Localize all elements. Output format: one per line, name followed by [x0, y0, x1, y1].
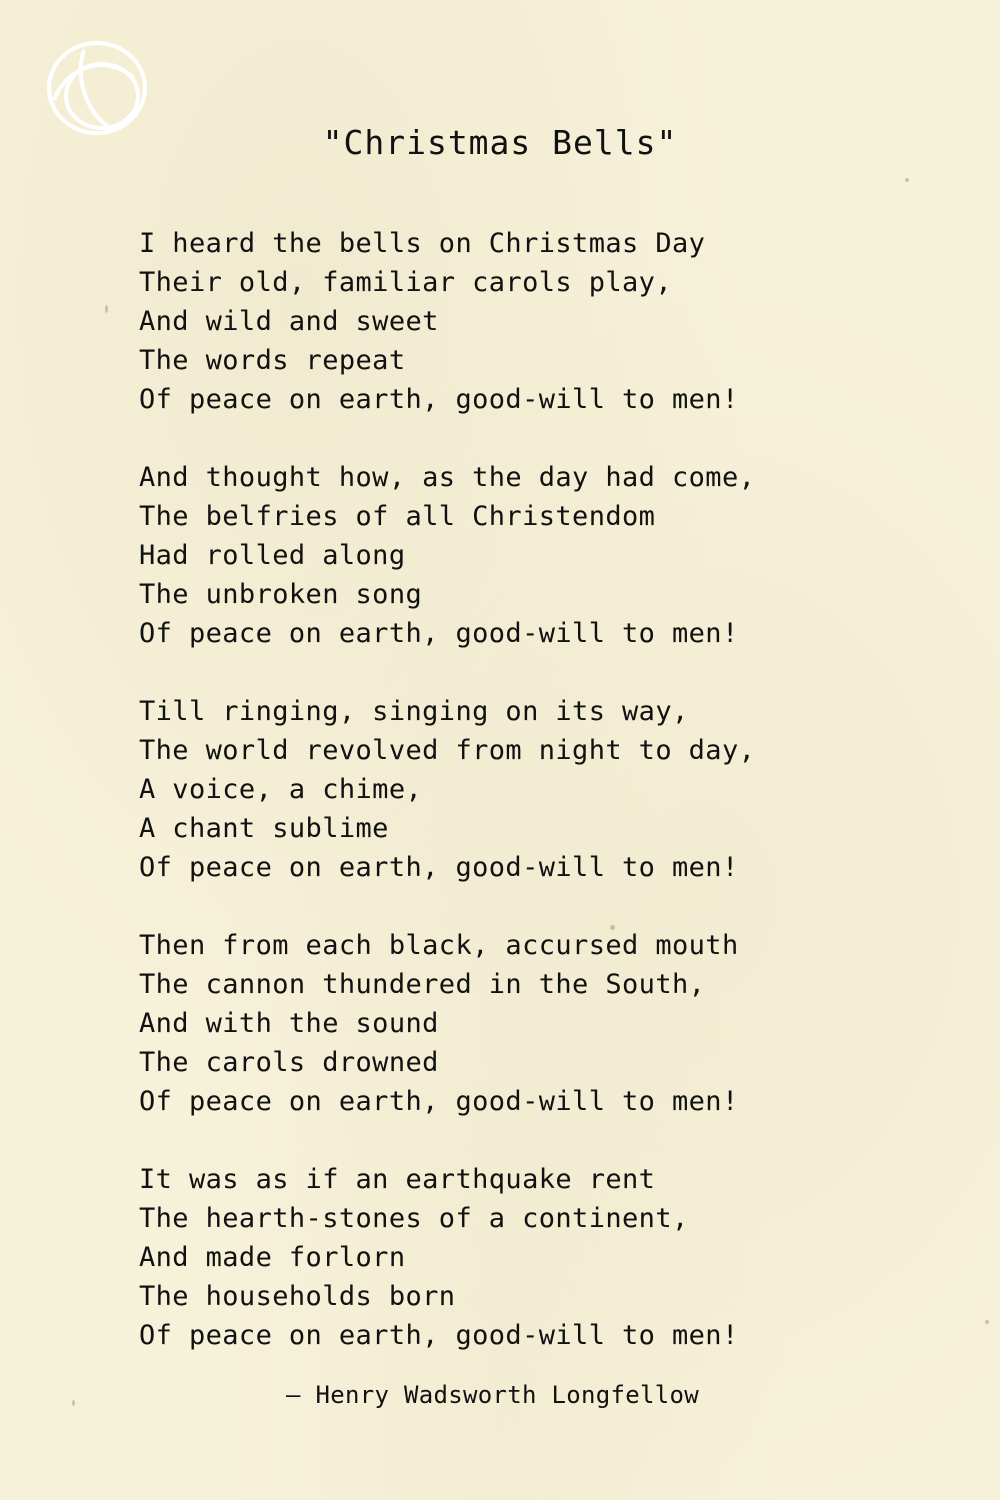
paper-speck	[985, 1320, 989, 1324]
poem-line: And thought how, as the day had come,	[139, 462, 756, 493]
poem-line: And with the sound	[139, 1008, 439, 1039]
poem-line: The unbroken song	[139, 579, 423, 610]
poem-line: Of peace on earth, good-will to men!	[139, 1086, 739, 1117]
poem-line: It was as if an earthquake rent	[139, 1164, 656, 1195]
poem-line: The belfries of all Christendom	[139, 501, 656, 532]
poem-line: The hearth-stones of a continent,	[139, 1203, 689, 1234]
poem-line: Had rolled along	[139, 540, 406, 571]
poem-line: A chant sublime	[139, 813, 389, 844]
poem-line: Then from each black, accursed mouth	[139, 930, 739, 961]
poem-line: Of peace on earth, good-will to men!	[139, 1320, 739, 1351]
paper-speck	[105, 305, 108, 313]
stanza	[139, 458, 899, 653]
stanza	[139, 224, 899, 419]
poem-line: The households born	[139, 1281, 456, 1312]
poem-body	[139, 224, 899, 1394]
paper-speck	[72, 1400, 75, 1406]
poem-line: Of peace on earth, good-will to men!	[139, 852, 739, 883]
poem-line: The carols drowned	[139, 1047, 439, 1078]
stanza	[139, 1160, 899, 1355]
poem-line: A voice, a chime,	[139, 774, 423, 805]
poem-line: The world revolved from night to day,	[139, 735, 756, 766]
poem-line: And wild and sweet	[139, 306, 439, 337]
poem-title: "Christmas Bells"	[322, 123, 678, 162]
poem-line: The cannon thundered in the South,	[139, 969, 706, 1000]
poem-line: Their old, familiar carols play,	[139, 267, 672, 298]
paper-speck	[610, 925, 615, 930]
poem-line: Till ringing, singing on its way,	[139, 696, 689, 727]
poem-line: Of peace on earth, good-will to men!	[139, 384, 739, 415]
poem-author: — Henry Wadsworth Longfellow	[286, 1381, 699, 1409]
poem-line: The words repeat	[139, 345, 406, 376]
stanza	[139, 926, 899, 1121]
poem-line: I heard the bells on Christmas Day	[139, 228, 706, 259]
stanza	[139, 692, 899, 887]
paper-speck	[905, 178, 909, 182]
poem-line: Of peace on earth, good-will to men!	[139, 618, 739, 649]
poem-line: And made forlorn	[139, 1242, 406, 1273]
